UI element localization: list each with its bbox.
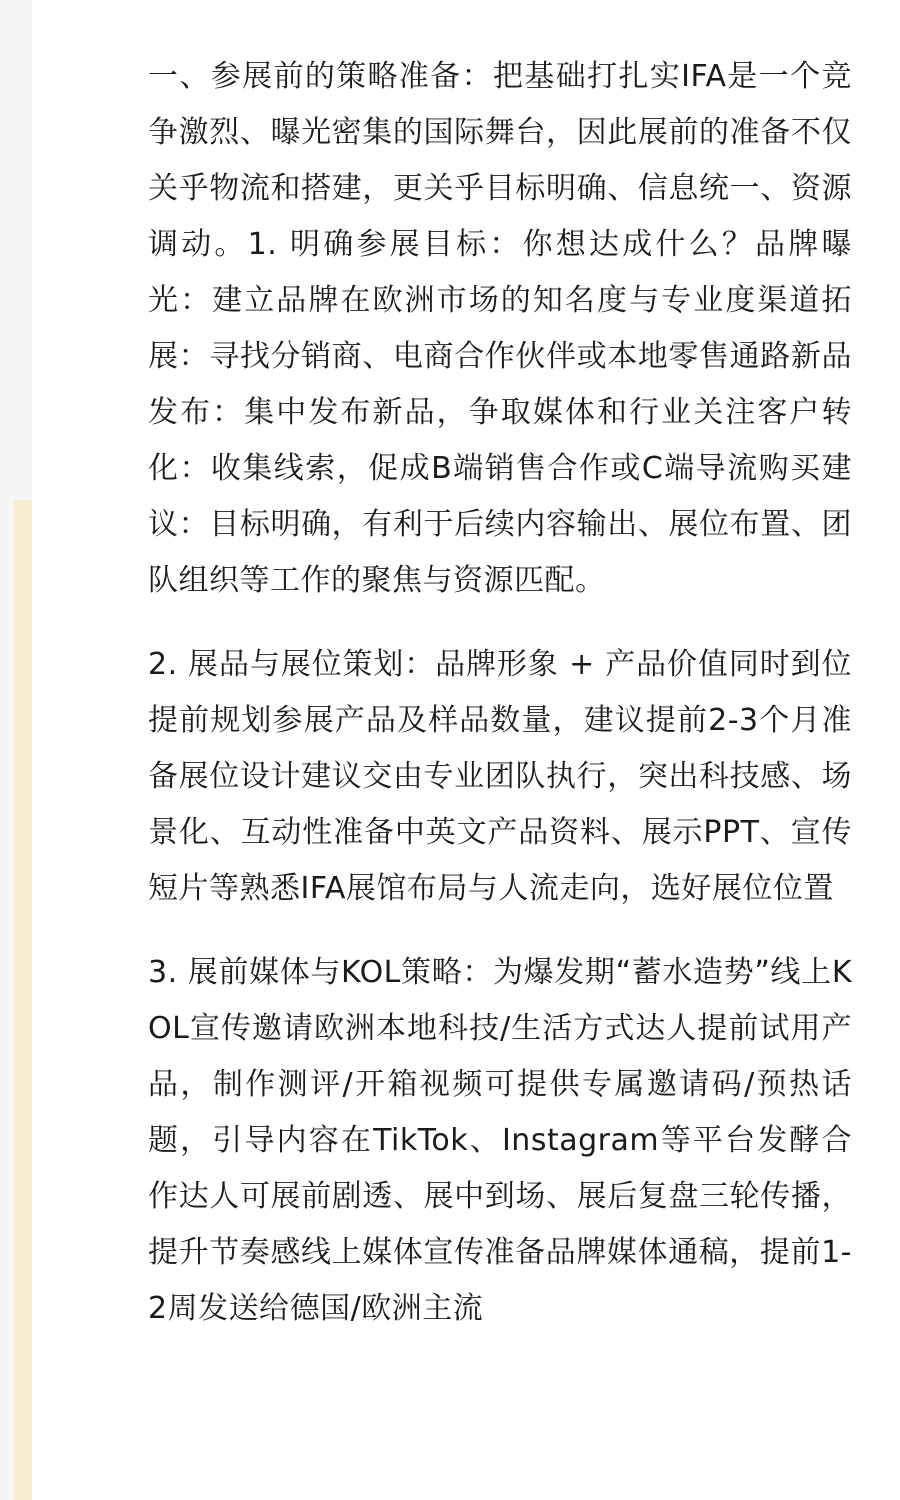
paragraph-strategy-preparation: 一、参展前的策略准备：把基础打扎实IFA是一个竞争激烈、曝光密集的国际舞台，因此展前的准备不仅关乎物流和搭建，更关乎目标明确、信息统一、资源调动。1. 明确参展目标：你想达成什么？品牌曝光：建立品牌在欧洲市场的知名度与专业度渠道拓展：寻找分销商、电商合作伙伴或本地零售通路新品发布：集中发布新品，争取媒体和行业关注客户转化：收集线索，促成B端销售合作或C端导流购买建议：目标明确，有利于后续内容输出、展位布置、团队组织等工作的聚焦与资源匹配。 (148, 59, 852, 598)
left-margin-strip (0, 0, 32, 1500)
paragraph-media-kol-strategy: 3. 展前媒体与KOL策略：为爆发期“蓄水造势”线上KOL宣传邀请欧洲本地科技/生活方式达人提前试用产品，制作测评/开箱视频可提供专属邀请码/预热话题，引导内容在TikTok、Instagram等平台发酵合作达人可展前剧透、展中到场、展后复盘三轮传播，提升节奏感线上媒体宣传准备品牌媒体通稿，提前1-2周发送给德国/欧洲主流 (148, 955, 852, 1326)
left-highlight-bar (14, 500, 32, 1500)
article-body (148, 49, 852, 1365)
paragraph-exhibit-planning: 2. 展品与展位策划：品牌形象 + 产品价值同时到位提前规划参展产品及样品数量，建议提前2-3个月准备展位设计建议交由专业团队执行，突出科技感、场景化、互动性准备中英文产品资料、展示PPT、宣传短片等熟悉IFA展馆布局与人流走向，选好展位位置 (148, 647, 852, 906)
